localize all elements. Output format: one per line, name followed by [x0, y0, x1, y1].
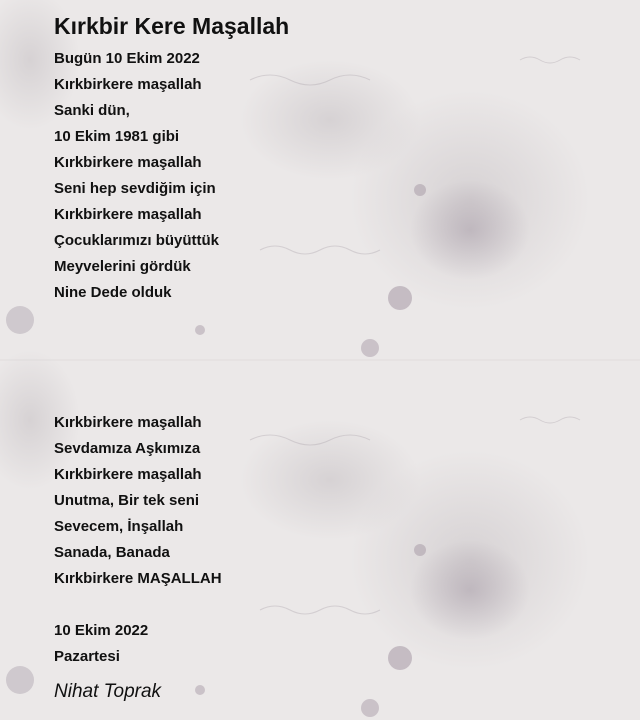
- poem-line: Sevdamıza Aşkımıza: [54, 440, 201, 457]
- poem-line: Kırkbirkere maşallah: [54, 154, 202, 171]
- poem-title: Kırkbir Kere Maşallah: [54, 13, 290, 39]
- poem-line: Sanada, Banada: [54, 544, 170, 561]
- poem-line: Meyvelerini gördük: [54, 258, 191, 275]
- poem-line: Kırkbirkere maşallah: [54, 76, 202, 93]
- poem-line: Kırkbirkere MAŞALLAH: [54, 570, 222, 587]
- poem-line: Çocuklarımızı büyüttük: [54, 232, 220, 249]
- poem-author: Nihat Toprak: [54, 681, 162, 702]
- stanza-gap: [54, 592, 640, 618]
- poem-line: Unutma, Bir tek seni: [54, 492, 200, 509]
- poem-line: Sevecem, İnşallah: [54, 518, 184, 535]
- stanza-1: [54, 46, 640, 306]
- poem-line: Nine Dede olduk: [54, 284, 172, 301]
- poem-line: Kırkbirkere maşallah: [54, 466, 202, 483]
- poem-line: Sanki dün,: [54, 102, 130, 119]
- poem-line: Kırkbirkere maşallah: [54, 414, 202, 431]
- poem-line: 10 Ekim 1981 gibi: [54, 128, 180, 145]
- poem-line: Bugün 10 Ekim 2022: [54, 50, 200, 67]
- poem-line: Seni hep sevdiğim için: [54, 180, 216, 197]
- stanza-2: [54, 410, 640, 592]
- poem-footer: [54, 618, 640, 670]
- poem-line: Kırkbirkere maşallah: [54, 206, 202, 223]
- stanza-gap: [54, 306, 640, 410]
- poem-day: Pazartesi: [54, 648, 120, 665]
- poem-date: 10 Ekim 2022: [54, 622, 149, 639]
